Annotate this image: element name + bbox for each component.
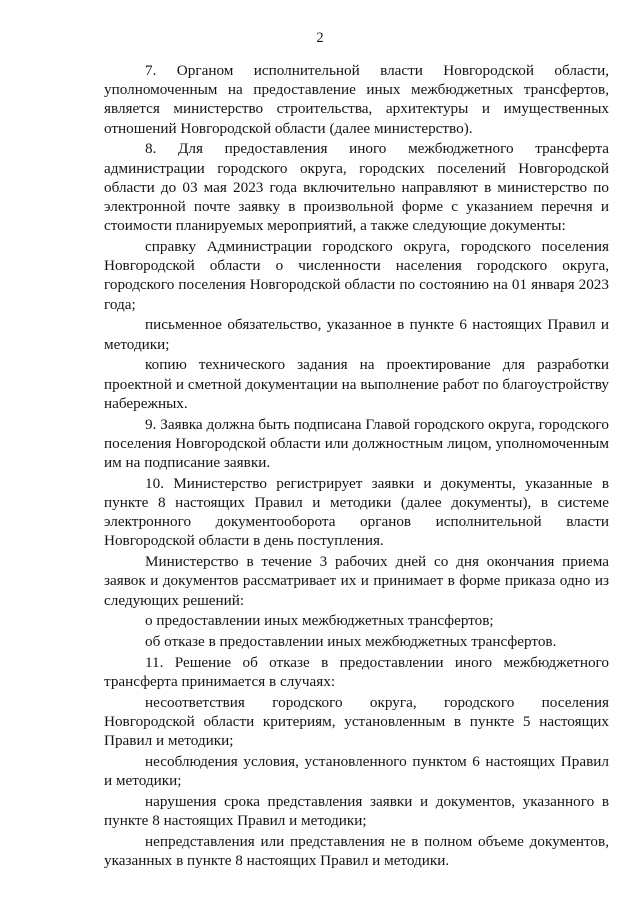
refusal-reason-deadline: нарушения срока представления заявки и документов, указанного в пункте 8 настоящих Правил и методики; — [104, 793, 609, 830]
paragraph-8-item-written-obligation: письменное обязательство, указанное в пункте 6 настоящих Правил и методики; — [104, 316, 609, 353]
decision-grant: о предоставлении иных межбюджетных трансфертов; — [145, 612, 494, 630]
paragraph-8: 8. Для предоставления иного межбюджетного трансферта администрации городского округа, городских поселений Новгородской области до 03 мая 2023 года включительно направляют в министерство по электронной почте заявку в произвольной форме с указанием перечня и стоимости планируемых мероприятий, а также следующие документы: — [104, 140, 609, 235]
paragraph-11: 11. Решение об отказе в предоставлении иного межбюджетного трансферта принимается в случаях: — [104, 654, 609, 691]
paragraph-9: 9. Заявка должна быть подписана Главой городского округа, городского поселения Новгородской области или должностным лицом, уполномоченным им на подписание заявки. — [104, 415, 609, 472]
page-number: 2 — [316, 30, 324, 46]
refusal-reason-condition: несоблюдения условия, установленного пунктом 6 настоящих Правил и методики; — [104, 753, 609, 790]
paragraph-8-item-technical-task: копию технического задания на проектирование для разработки проектной и сметной документации на выполнение работ по благоустройству набережных. — [104, 356, 609, 412]
paragraph-8-item-population-reference: справку Администрации городского округа, городского поселения Новгородской области о численности населения городского округа, городского поселения Новгородской области по состоянию на 01 января 2023 года; — [104, 238, 609, 313]
paragraph-7: 7. Органом исполнительной власти Новгородской области, уполномоченным на предоставление иных межбюджетных трансфертов, является министерство строительства, архитектуры и имущественных отношений Новгородской области (далее министерство). — [104, 62, 609, 137]
decision-refusal: об отказе в предоставлении иных межбюджетных трансфертов. — [145, 633, 557, 651]
paragraph-10-review: Министерство в течение 3 рабочих дней со дня окончания приема заявок и документов рассматривает их и принимает в форме приказа одно из следующих решений: — [104, 553, 609, 609]
paragraph-10: 10. Министерство регистрирует заявки и документы, указанные в пункте 8 настоящих Правил и методики (далее документы), в системе электронного документооборота органов исполнительной власти Новгородской области в день поступления. — [104, 474, 609, 550]
document-body — [104, 61, 609, 871]
refusal-reason-incomplete: непредставления или представления не в полном объеме документов, указанных в пункте 8 настоящих Правил и методики. — [104, 833, 609, 870]
refusal-reason-criteria: несоответствия городского округа, городского поселения Новгородской области критериям, установленным в пункте 5 настоящих Правил и методики; — [104, 694, 609, 750]
